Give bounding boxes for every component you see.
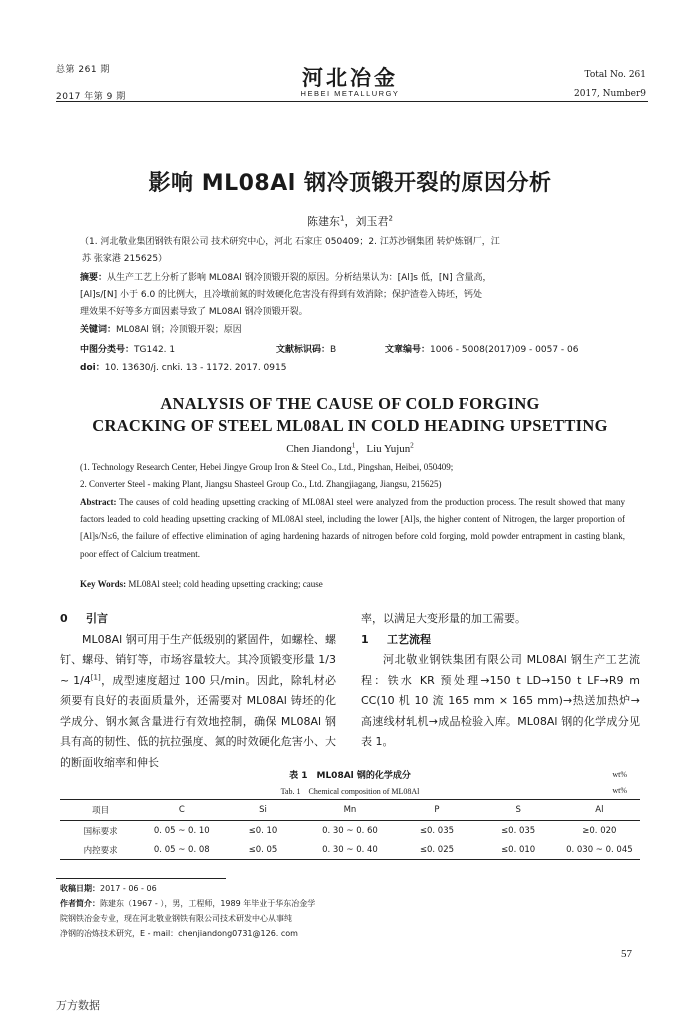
- abstract-en: Abstract: The causes of cold heading upsetting cracking of ML08Al steel were analyzed from the production process. The result showed that many factors leaded to cold heading upsetting cracking of ML08Al steel, including the lower [Al]s, the higher content of Nitrogen, the larger proportion of [Al]s/N≤6, the failure of effective elimination of aging hardening hazards of nitrogen before cold forging, mold powder entrapment in casting blank, poor effect of Calcium treatment.: [80, 497, 625, 559]
- table-header-cell: 项目: [60, 800, 141, 821]
- table-cell: 内控要求: [60, 840, 141, 860]
- table-cell: ≤0. 035: [419, 825, 455, 836]
- section-0-continued: 率，以满足大变形量的加工需要。: [361, 612, 526, 625]
- table-cell: 0. 030 ~ 0. 045: [559, 840, 640, 860]
- table-header-cell: C: [141, 800, 222, 821]
- issue-cn: 2017 年第 9 期: [56, 92, 126, 102]
- table-header-cell: Mn: [304, 800, 397, 821]
- title-cn: 影响 ML08Al 钢冷顶锻开裂的原因分析: [148, 171, 552, 196]
- table-header-cell: Al: [559, 800, 640, 821]
- table-header-cell: S: [478, 800, 559, 821]
- authors-cn: 陈建东$^1$，刘玉君$^2$: [307, 214, 393, 228]
- section-0-body: ML08Al 钢可用于生产低级别的紧固件，如螺栓、螺钉、螺母、销钉等，市场容量较大。其冷顶锻变形量 1/3 ~ 1/4[1]，成型速度超过 100 只/min。因此，除轧材必须要有良好的表面质量外，还需要对 ML08Al 铸坯的化学成分、钢水氮含量进行有效地控制，确保 ML08Al 钢具有高的韧性、低的抗拉强度、氮的时效硬化危害小、大的断面收缩率和伸长: [60, 632, 336, 769]
- left-column: [60, 609, 336, 773]
- journal-name-en: HEBEI METALLURGY: [300, 89, 400, 98]
- table-cell: ≤0. 025: [396, 840, 477, 860]
- issue-total-en: Total No. 261: [584, 70, 646, 80]
- keywords-en: Key Words: ML08Al steel; cold heading upsetting cracking; cause: [80, 579, 323, 589]
- table-cell: ≥0. 020: [582, 825, 617, 836]
- table-caption-en: Tab. 1 Chemical composition of ML08Al: [280, 787, 420, 796]
- table-unit-en: wt%: [612, 786, 627, 795]
- doi-row: doi：10. 13630/j. cnki. 13 - 1172. 2017. 0915: [80, 363, 287, 373]
- table-cell: 0. 05 ~ 0. 08: [141, 840, 222, 860]
- authors-en: Chen Jiandong$^1$，Liu Yujun$^2$: [286, 441, 414, 455]
- right-column: [361, 609, 640, 753]
- table-header-row: [60, 800, 640, 821]
- title-en-line2: CRACKING OF STEEL ML08AL IN COLD HEADING UPSETTING: [92, 416, 608, 435]
- table-cell: 0. 30 ~ 0. 40: [304, 840, 397, 860]
- section-1-heading: 1 工艺流程: [361, 632, 431, 646]
- table-cell: ≤0. 05: [222, 840, 303, 860]
- table-cell: ≤0. 035: [501, 825, 536, 836]
- table-header-cell: Si: [222, 800, 303, 821]
- watermark: 万方数据: [56, 999, 100, 1012]
- abstract-cn: 摘要：从生产工艺上分析了影响 ML08Al 钢冷顶锻开裂的原因。分析结果认为：[Al]s 低，[N] 含量高， [Al]s/[N] 小于 6.0 的比例大，且冷墩前氮的时效硬化危害没有得到有效消除；保护渣卷入铸坯，钙处 理效果不好等多方面因素导致了 ML08Al 钢冷顶锻开裂。: [80, 273, 492, 317]
- table-cell: 0. 05 ~ 0. 10: [153, 825, 210, 836]
- chemical-composition-table: [60, 799, 640, 860]
- footnote: 收稿日期：2017 - 06 - 06 作者简介：陈建东（1967 - ），男，工程师，1989 年毕业于华东冶金学 院钢铁冶金专业，现在河北敬业钢铁有限公司技术研发中心从事纯 净钢的冶炼技术研究，E - mail：chenjiandong0731@126. com: [60, 884, 316, 938]
- journal-logo: 河北冶金: [302, 65, 398, 90]
- table-row: [60, 840, 640, 860]
- issue-total-cn: 总第 261 期: [56, 65, 110, 75]
- header-rule: [56, 101, 648, 102]
- table-cell: ≤0. 010: [478, 840, 559, 860]
- issue-en: 2017, Number9: [574, 89, 646, 99]
- table-header-cell: P: [396, 800, 477, 821]
- affiliation-en: (1. Technology Research Center, Hebei Jingye Group Iron & Steel Co., Ltd., Pingshan, Heibei, 050409; 2. Converter Steel - making Plant, Jiangsu Shasteel Group Co., Ltd. Zhangjiagang, Jiangsu, 215625): [80, 462, 454, 490]
- table-unit-cn: wt%: [612, 770, 627, 779]
- table-row: [60, 821, 640, 841]
- table-caption-cn: 表 1 ML08Al 钢的化学成分: [289, 771, 411, 781]
- title-en-line1: ANALYSIS OF THE CAUSE OF COLD FORGING: [160, 394, 540, 413]
- table-cell: 0. 30 ~ 0. 60: [322, 825, 378, 836]
- page-number: 57: [621, 948, 632, 960]
- section-0-heading: 0 引言: [60, 612, 108, 625]
- footnote-rule: [56, 878, 226, 879]
- table-cell: 国标要求: [83, 826, 118, 837]
- keywords-cn: 关键词：ML08Al 钢；冷顶锻开裂；原因: [80, 325, 242, 335]
- table-cell: ≤0. 10: [248, 825, 278, 836]
- section-1-body: 河北敬业钢铁集团有限公司 ML08Al 钢生产工艺流程：铁水 KR 预处理→150 t LD→150 t LF→R9 m CC(10 机 10 流 165 mm × 165 mm)→热送加热炉→高速线材轧机→成品检验入库。ML08Al 钢的化学成分见表 1。: [361, 653, 640, 748]
- affiliation-cn: （1. 河北敬业集团钢铁有限公司 技术研究中心，河北 石家庄 050409；2. 江苏沙钢集团 转炉炼钢厂，江 苏 张家港 215625）: [80, 237, 500, 264]
